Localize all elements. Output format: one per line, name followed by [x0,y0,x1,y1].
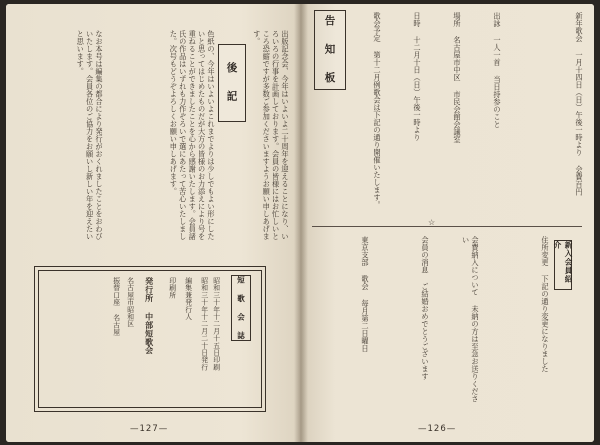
new-members-heading: 新入会員紹介 [554,240,572,290]
notice-board-heading: 告 知 板 [314,10,346,90]
postscript-text-right: 色紙の、今年はいよいよこれまでよりは少しでもよい形にしたいと思ってはじめたものだが大方の皆様のお力添えにより号を重ねることができましたことを心から感謝いたします。会員諸氏の作品はいずれも力作ぞろいで選にあたって苦心いたしました。次号もどうぞよろしくお願い申しあげます。 [169,30,216,240]
notice-block: 場所 名古屋市中区 市民会館会議室 [453,12,462,144]
notice-block: 東京支部 歌会 毎月第二日曜日 [361,236,370,353]
left-page [6,4,300,442]
colophon-line: 名古屋市昭和区 [125,277,134,328]
notice-block: 出詠 一人一首 当日持参のこと [493,12,502,129]
section-star: ☆ [428,218,436,227]
colophon-line: 振替口座 名古屋 [111,277,120,336]
notice-block: 会費納入について 未納の方は至急お送りください [461,236,480,403]
notice-block: 新年歌会 一月十四日（日）午後一時より 会費百円 [575,12,584,196]
colophon-box [34,266,266,412]
postscript-heading: 後 記 [218,44,246,122]
colophon-line: 編集兼発行人 [183,277,192,321]
colophon-line: 発行所 中部短歌会 [144,277,155,355]
colophon-line: 昭和三十年十二月二十日発行 [199,277,208,371]
book-spread [6,4,594,442]
notice-block: 歌会予定 第十二月例歌会は下記の通り開催いたします。 [373,12,382,209]
colophon-line: 昭和三十年十二月十五日印刷 [211,277,220,371]
page-number-left: —127— [130,424,169,434]
right-page [300,4,594,442]
notice-block: 日時 十二月十日（日）午後一時より [413,12,422,142]
postscript-text-upper-right: 出版記念会、今年はいよいよ二十周年を迎えることになり、いろいろの行事を計画しております。会員の皆様にはお忙しいところ恐縮ですが多数ご参加くださいますようお願い申しあげます。 [252,30,290,240]
notice-block: 会員の消息 ご結婚おめでとうございます [421,236,430,381]
colophon-line: 印刷所 [167,277,176,299]
notice-block: 住所変更 下記の通り変更になりました [541,236,550,373]
page-number-right: —126— [418,424,457,434]
book-gutter [294,4,308,442]
postscript-text-left: なお本号は編集の都合により発行がおくれましたことをおわびいたします。会員各位のご協力をお願いし新しい年を迎えたいと思います。 [76,30,104,240]
section-divider [312,226,582,227]
colophon-title: 短 歌 会 誌 [231,275,251,341]
